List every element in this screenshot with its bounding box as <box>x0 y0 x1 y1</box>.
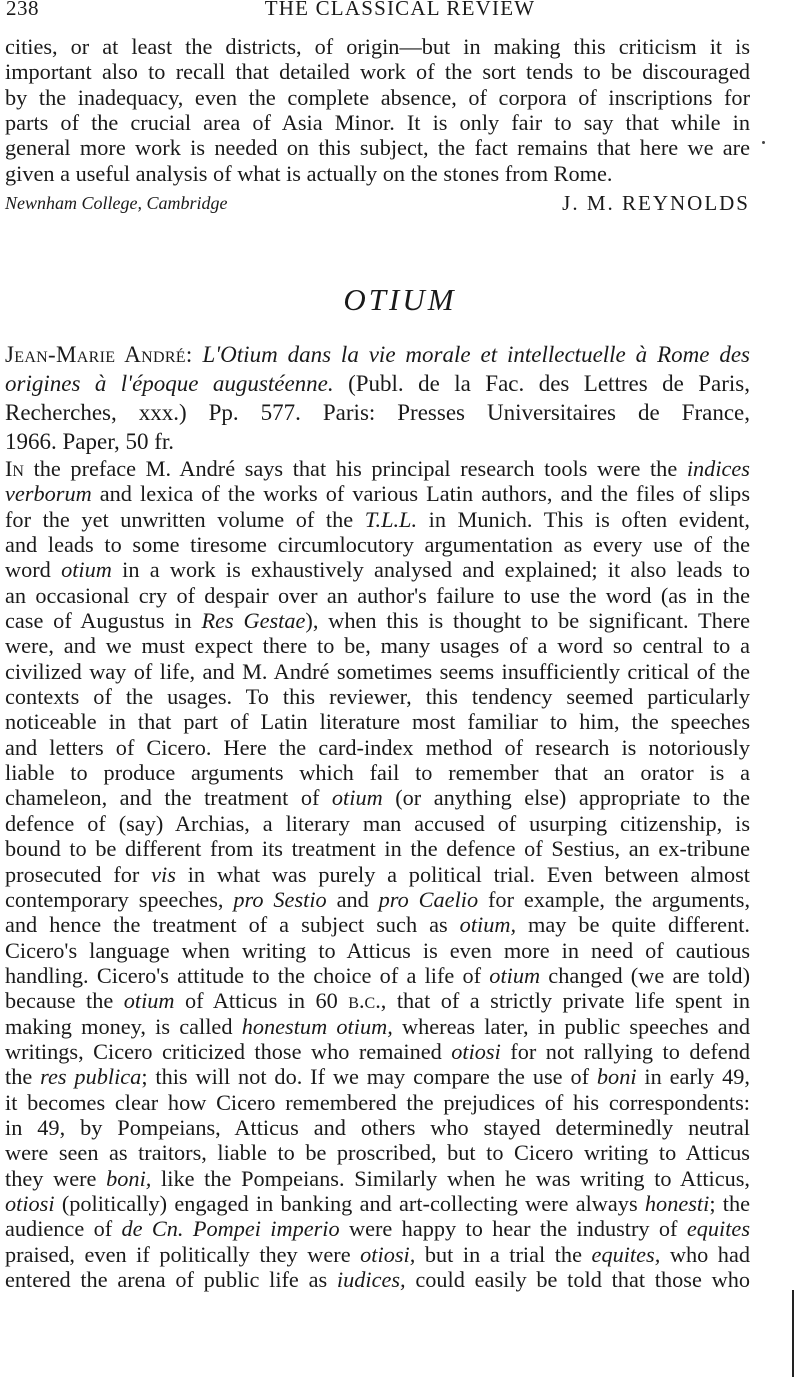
book-title: L'Otium dans la vie morale et intellectuelle à Rome des <box>202 342 750 367</box>
text-line: the res publica; this will not do. If we may compare the use of boni in early 49, <box>5 1064 750 1090</box>
reviewer-affiliation: Newnham College, Cambridge <box>5 193 228 213</box>
text-line: entered the arena of public life as iudices, could easily be told that those who <box>5 1267 750 1292</box>
reviewer-signature <box>5 193 750 219</box>
text-line: parts of the crucial area of Asia Minor. It is only fair to say that while in <box>5 110 750 136</box>
text-line: civilized way of life, and M. André sometimes seems insufficiently critical of the <box>5 658 750 684</box>
text-line: an occasional cry of despair over an author's failure to use the word (as in the <box>5 582 750 608</box>
text-line: were seen as traitors, liable to be proscribed, but to Cicero writing to Atticus <box>5 1140 750 1166</box>
text-line: in 49, by Pompeians, Atticus and others who stayed determinedly neutral <box>5 1114 750 1140</box>
text-line: writings, Cicero criticized those who remained otiosi for not rallying to defend <box>5 1038 750 1064</box>
bib-line: Recherches, xxx.) Pp. 577. Paris: Presses Universitaires de France, <box>5 400 750 425</box>
page-number: 238 <box>6 0 39 20</box>
text-line: audience of de Cn. Pompei imperio were happy to hear the industry of equites <box>5 1216 751 1242</box>
text-line: contemporary speeches, pro Sestio and pro Caelio for example, the arguments, <box>5 886 751 912</box>
text-line: contexts of the usages. To this reviewer, this tendency seemed particularly <box>5 684 750 710</box>
book-title-cont: origines à l'époque augustéenne. <box>5 371 334 396</box>
text-line: important also to recall that detailed work of the sort tends to be discouraged <box>5 59 750 85</box>
previous-review-conclusion <box>5 34 750 186</box>
reviewer-name: J. M. REYNOLDS <box>562 191 750 215</box>
text-line: bound to be different from its treatment in the defence of Sestius, an ex-tribune <box>5 836 750 862</box>
review-heading: OTIUM <box>343 282 457 317</box>
running-head <box>6 0 794 24</box>
bib-line: origines à l'époque augustéenne. (Publ. de la Fac. des Lettres de Paris, <box>5 371 750 396</box>
text-line: Cicero's language when writing to Atticus is even more in need of cautious <box>5 937 750 963</box>
text-line: were, and we must expect there to be, many usages of a word so central to a <box>5 633 750 659</box>
text-line: prosecuted for vis in what was purely a political trial. Even between almost <box>5 861 750 887</box>
bib-line <box>5 340 750 369</box>
book-author: Jean-Marie André: <box>5 342 193 367</box>
page-edge-bar <box>792 1290 794 1377</box>
bibliographic-header <box>5 340 750 456</box>
text-line: liable to produce arguments which fail to remember that an orator is a <box>5 760 750 786</box>
text-line: and letters of Cicero. Here the card-index method of research is notoriously <box>5 734 750 760</box>
text-line: because the otium of Atticus in 60 b.c., that of a strictly private life spent in <box>5 988 750 1014</box>
text-line: word otium in a work is exhaustively analysed and explained; it also leads to <box>5 557 750 583</box>
text-line: verborum and lexica of the works of various Latin authors, and the files of slips <box>5 481 750 507</box>
text-line: In the preface M. André says that his principal research tools were the indices <box>5 456 750 481</box>
text-line: making money, is called honestum otium, whereas later, in public speeches and <box>5 1013 750 1039</box>
text-line: general more work is needed on this subject, the fact remains that here we are <box>5 135 750 161</box>
text-line: case of Augustus in Res Gestae), when this is thought to be significant. There <box>5 608 750 634</box>
text-line: noticeable in that part of Latin literature most familiar to him, the speeches <box>5 709 750 735</box>
text-line: chameleon, and the treatment of otium (or anything else) appropriate to the <box>5 785 750 811</box>
text-line: it becomes clear how Cicero remembered the prejudices of his correspondents: <box>5 1089 750 1115</box>
bib-line: 1966. Paper, 50 fr. <box>5 429 174 454</box>
margin-speck <box>762 141 765 144</box>
text-line: for the yet unwritten volume of the T.L.L. in Munich. This is often evident, <box>5 506 750 532</box>
review-body <box>5 456 750 1292</box>
text-line: given a useful analysis of what is actually on the stones from Rome. <box>5 160 613 186</box>
text-line: handling. Cicero's attitude to the choice of a life of otium changed (we are told) <box>5 962 750 988</box>
text-line: praised, even if politically they were otiosi, but in a trial the equites, who had <box>5 1241 750 1267</box>
text-line: they were boni, like the Pompeians. Similarly when he was writing to Atticus, <box>5 1165 751 1191</box>
text-line: and hence the treatment of a subject such as otium, may be quite different. <box>5 912 750 938</box>
text-line: by the inadequacy, even the complete absence, of corpora of inscriptions for <box>5 84 750 110</box>
text-line: defence of (say) Archias, a literary man accused of usurping citizenship, is <box>5 810 750 836</box>
text-line: otiosi (politically) engaged in banking and art-collecting were always honesti; the <box>5 1190 751 1216</box>
journal-title: THE CLASSICAL REVIEW <box>264 0 536 20</box>
text-line: and leads to some tiresome circumlocutory argumentation as every use of the <box>5 532 750 558</box>
text-line: cities, or at least the districts, of origin—but in making this criticism it is <box>5 34 750 59</box>
